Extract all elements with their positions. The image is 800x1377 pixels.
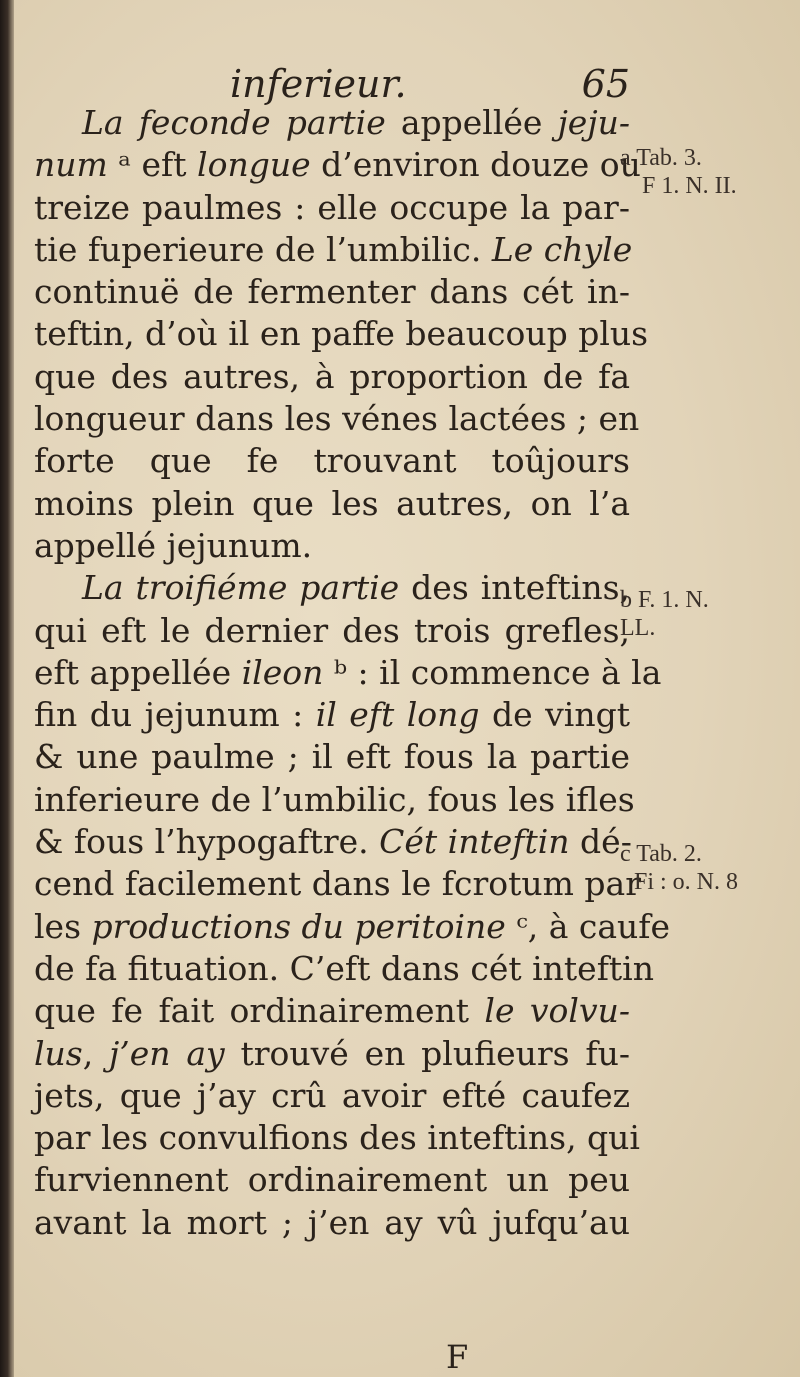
text-line: furviennent ordinairement un peu	[34, 1160, 630, 1200]
text-line: jets, que j’ay crû avoir efté caufez	[34, 1075, 630, 1115]
text-line: teftin, d’où il en paffe beaucoup plus	[34, 314, 649, 354]
running-head: inferieur.	[230, 62, 407, 106]
signature-mark: F	[446, 1338, 469, 1376]
text-line: treize paulmes : elle occupe la par-	[34, 187, 630, 227]
text-line: inferieure de l’umbilic, fous les ifles	[34, 779, 635, 819]
text-line: num ᵃ eft longue d’environ douze ou	[34, 145, 641, 185]
text-line: les productions du peritoine ᶜ, à caufe	[34, 906, 671, 946]
text-line: lus, j’en ay trouvé en plufieurs fu-	[34, 1033, 631, 1073]
text-line: moins plein que les autres, on l’a	[34, 483, 630, 523]
text-line: que fe fait ordinairement le volvu-	[34, 991, 631, 1031]
text-line: tie fuperieure de l’umbilic. Le chyle	[34, 229, 633, 269]
margin-note-c: c Tab. 2. Fi : o. N. 8	[620, 841, 739, 895]
text-line: & fous l’hypogaftre. Cét inteftin dé-	[34, 822, 632, 862]
text-line: qui eft le dernier des trois grefles,	[34, 610, 630, 650]
text-line: & une paulme ; il eft fous la partie	[34, 737, 630, 777]
text-line: par les convulfions des inteftins, qui	[34, 1118, 640, 1158]
text-line: que des autres, à proportion de fa	[34, 356, 630, 396]
text-line: forte que fe trouvant toûjours	[34, 441, 630, 481]
text-line: La troifiéme partie des inteftins,	[82, 568, 630, 608]
text-line: continuë de fermenter dans cét in-	[34, 272, 630, 312]
text-line: de fa fituation. C’eft dans cét inteftin	[34, 948, 654, 988]
text-line: avant la mort ; j’en ay vû jufqu’au	[34, 1202, 630, 1242]
text-line: longueur dans les vénes lactées ; en	[34, 399, 640, 439]
text-line: appellé jejunum.	[34, 525, 313, 565]
text-line: La feconde partie appellée jeju-	[82, 103, 630, 142]
text-line: eft appellée ileon ᵇ : il commence à la	[34, 652, 662, 692]
text-line: cend facilement dans le fcrotum par	[34, 864, 641, 904]
text-line: fin du jejunum : il eft long de vingt	[34, 695, 630, 735]
page-number: 65	[581, 62, 630, 106]
margin-note-a: a Tab. 3. F 1. N. II.	[620, 145, 737, 199]
margin-note-b: b F. 1. N. LL.	[620, 587, 709, 641]
